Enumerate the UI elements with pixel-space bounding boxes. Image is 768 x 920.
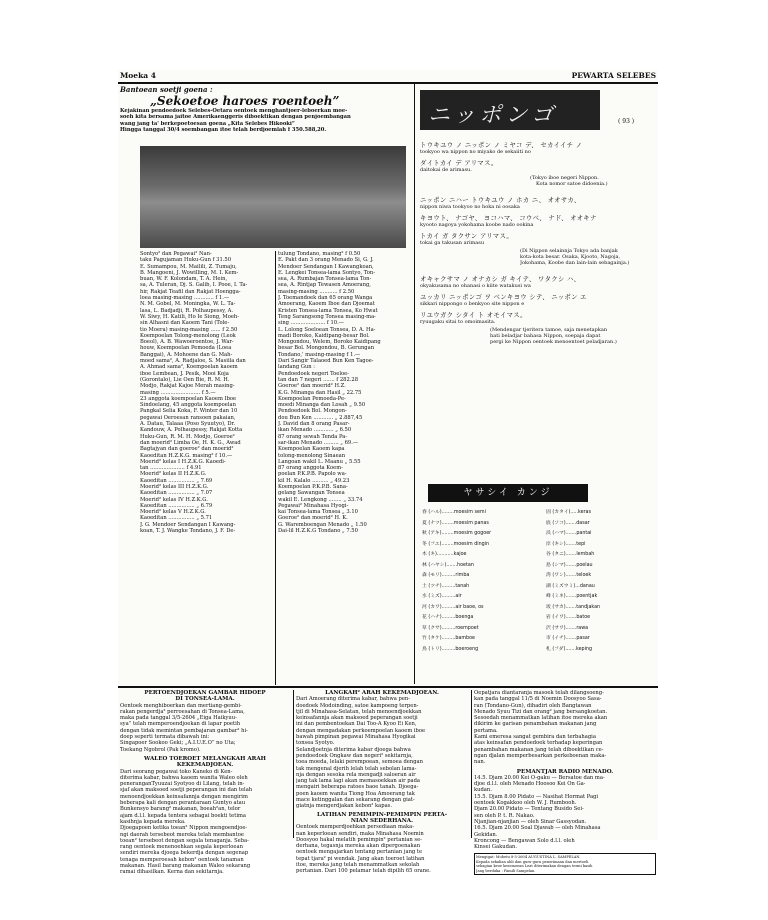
article-line: dengan mengadakan perkoempoelan kaoem iboe xyxy=(296,727,426,734)
donation-line: Kaoeditan ................ „ 7.07 xyxy=(140,490,213,497)
donation-line: Pendoedoek negeri Toeloe- xyxy=(278,370,349,377)
donation-line: Goeroe² dan moerid² H.Z. xyxy=(278,383,346,390)
donation-line: A. Ahmad sama², Koempoelan kaoem xyxy=(140,364,238,371)
donation-line: moedi Minanga dan Losah „ 9.50 xyxy=(278,402,366,409)
donation-line: A. Datau, Talaaa (Poso Syuutyo), Dr. xyxy=(140,421,236,428)
donation-line: Moerid² kelas I H.Z.K.G. Kaoedi- xyxy=(140,458,226,465)
p1-translation-2: Kota nomor satoe didoenia.) xyxy=(536,181,608,187)
kanji-entry: 冬 (フユ)........moesim dingin xyxy=(422,541,490,547)
donation-line: sea, A. Rumbajan Tonsea-lama Ton- xyxy=(278,276,372,283)
donation-line: landang Gun : xyxy=(278,364,316,371)
donation-line: 23 anggota koempoelan Kaoem Iboe xyxy=(140,395,237,402)
article-line: itoe, mereka jang telah menammatkan sekolah xyxy=(296,862,420,869)
article-line: bawah pimpinan pegawai Minahasa Hyogikai xyxy=(296,734,416,741)
p2-japanese-3: トカイ ガ タクサン アリマス。 xyxy=(420,232,514,240)
kanji-entry: 札 (フダ).......keping xyxy=(546,646,593,652)
article-line: pertama. xyxy=(474,727,498,734)
donation-line: moed sama², A. Radjaloe, S. Masiila dan xyxy=(140,358,246,365)
donation-line: sea, A. Rintjap Tewasen Amoerang, xyxy=(278,282,371,289)
kanji-entry: 島 (シマ).......poelau xyxy=(546,562,593,568)
article-line: giatnja mengerdjakan kebon² kapas. xyxy=(296,803,392,810)
donation-line: masing-masing ........... f 2.50 xyxy=(278,288,355,295)
radio-line: 14.5. Djam 20.00 Kei O-gaku — Bersatoe dan ma- xyxy=(474,774,605,781)
waleo-subtitle: KEKEMADJOEAN. xyxy=(176,762,234,769)
article-line: tak mengenal djerih lelah telah sebolan lama- xyxy=(296,765,417,772)
article-line: ran (Tondano-Gun), dihadiri oleh Bangtawan xyxy=(474,702,592,709)
article-line: Singapoer Sookoo Geki; „A.I.U.E.O” no Uta; xyxy=(120,740,236,747)
article-line: atas keinsafan pendoedoek terhadap keperingan xyxy=(474,740,603,747)
notice-line: Jang berduka : Famili Sampelan. xyxy=(476,868,536,873)
kanji-entry: 林 (ハヤシ).......hoetan xyxy=(422,562,474,568)
article-line: Oepatjara diantaranja masoek telah dilangsoeng- xyxy=(474,690,604,696)
kanji-entry: 森 (モリ).........rimba xyxy=(422,573,470,578)
article-line: Dari seorang pegawai toko Kaneko di Ken- xyxy=(120,768,233,775)
donation-line: J. G. Mendoer Sendangan I Kawang- xyxy=(140,521,236,528)
kanji-entry: 鳥 (トリ).........boeroeng xyxy=(422,646,479,652)
radio-title: PEMANTJAR RADIO MENADO. xyxy=(516,768,614,775)
article-line: ramai dihasilkan. Kerna dan sekitarnja. xyxy=(120,869,224,876)
article-line: dengan tidak memintan pembajaran gambar² hi- xyxy=(120,727,248,734)
latihan-subtitle: NIAN SEDERHANA. xyxy=(350,817,414,824)
article-line: Toekang Ngobrol (Pak kromo). xyxy=(120,746,201,753)
donation-line: Tondano,' masing-masing f 1.— xyxy=(278,351,361,358)
notice-box xyxy=(474,853,656,875)
kanji-entry: 固 (カタイ).....keras xyxy=(546,510,591,515)
kanji-entry: 河 (カワ).........air baoe, os xyxy=(422,604,484,610)
donation-line: B. Mangoeni, J. Wowilling, M. I. Kem- xyxy=(140,269,239,276)
kanji-entry: 秋 (アキ)........moesim gogoer xyxy=(422,531,492,536)
donation-line: tolong-menolong Sinaean xyxy=(278,452,346,459)
article-line: poen kaoem wanita Tiong Hoa Amoerang tak xyxy=(296,790,415,797)
article-line: Bunkensyo barang² makanan, boeah²an, telor xyxy=(120,806,241,813)
article-line: doedoek Modoinding, satoe kampoeng terpen- xyxy=(296,702,419,709)
kanji-entry: 水 (ミズ).........air xyxy=(422,594,462,599)
article-line: sya” telah memperoendjoekan di lapar poetih xyxy=(120,721,241,728)
article-line: Oentoek menghiboerkan dan mertiang-gembi- xyxy=(120,702,242,709)
donation-line: kai Tonsea-lama Tonsea „ 3.10 xyxy=(278,509,358,516)
donation-line: N. M. Gobel, M. Moningka, W. L. Ta- xyxy=(140,301,236,308)
bantoean-header xyxy=(120,85,412,145)
radio-line: Njanjian-njanjian — oleh Sinar Gassyodan. xyxy=(474,818,587,825)
article-line: Oentoek memperdjoehkan persediaan maka- xyxy=(296,824,414,831)
latihan-title: LATIHAN PEMIMPIN-PEMIMPIN PERTA- xyxy=(316,811,448,818)
donation-line: Kandouw, A. Polhaupessy, Rakjat Kotta xyxy=(140,427,243,434)
radio-line: djoe d.l.l. oleh Menado Hoosoo Kei On Ga- xyxy=(474,781,586,788)
donation-line: Boeol), A. B. Wawoeroentoe, J. War- xyxy=(140,339,234,346)
intro-line: wang jang ta' berkepoetoesan goena „Kita Selebes Hikooki” xyxy=(120,120,295,127)
article-line: nan. xyxy=(474,759,486,766)
p2-romaji-1: nippon niwa tookyoo no hoka ni oosaka xyxy=(420,204,520,210)
radio-line: 15.5. Djam 8.00 Pidato — Nasihat Hormat Pagi xyxy=(474,793,599,800)
donation-line: Goeroe² dan moerid² H. K. xyxy=(278,515,348,522)
nippongo-banner xyxy=(420,90,600,130)
radio-line: Kroncong — Bengawan Solo d.l.l. oleh xyxy=(474,837,575,844)
donation-line: sa, A. Tuleran, Dj. S. Galib, I. Pooe, I. Ta- xyxy=(140,282,248,289)
bantoean-kicker: Bantoean soetji goena : xyxy=(120,85,213,94)
donation-line: Kristen Tonsea-lama Tonsea, Ko Hwat xyxy=(278,307,378,314)
p3-translation-1: (Mendengar tjeritera tamoe, saja menetapkan xyxy=(490,327,608,333)
donation-line: Modjo, Rakjat Kajoe Merah masing- xyxy=(140,383,235,390)
kanji-entry: 草 (クサ).........roempoet xyxy=(422,625,479,631)
donation-line: L. Lolong Soeloean Tonsea, D. A. Ha- xyxy=(278,326,376,333)
kanji-entry: 谷 (タニ).......lembah xyxy=(546,552,595,557)
kanji-entry: 花 (ハナ).........boenga xyxy=(422,615,474,620)
donation-line: Mendoer Sendangan I Kawangkoan, xyxy=(278,263,374,270)
latihan-body xyxy=(296,824,468,874)
donation-line: poelan P.K.P.B. Papolo wa- xyxy=(278,471,347,478)
nippongo-lesson xyxy=(420,140,656,345)
news-photo xyxy=(140,146,406,248)
p3-translation-2: hati beladjar bahasa Nippon, soepaja dapat xyxy=(490,333,601,339)
donation-line: Moerid² kelas III H.Z.K.G. xyxy=(140,483,209,490)
kanji-entry: 底 (ソコ).......dasar xyxy=(546,520,590,526)
donation-line: E. Sumampou, M. Mailili, Z. Tumaju, xyxy=(140,263,237,270)
kanji-entry: 木 (キ)...........kajoe xyxy=(422,552,467,557)
p3-romaji-3: ryuugaku sitai to omoimasita. xyxy=(420,319,496,325)
donation-line: lasa, L. Badjadji, R. Polhaupessy, A. xyxy=(140,307,234,314)
donation-line: J. David dan 8 orang Pasar- xyxy=(278,421,350,428)
donation-line: Koempoelan Kaoem kapa xyxy=(278,446,345,453)
donation-line: Mongondou, Welem, Boroko Kaidipang xyxy=(278,339,381,346)
kanji-entry: 坂 (サカ).......tandjakan xyxy=(546,604,601,610)
p3-romaji-2: sikkari nippongo o benkyoo site nippon e xyxy=(420,301,525,307)
donation-line: sing ..................... f 10.— xyxy=(278,320,344,327)
kanji-entry: 市 (イチ).......pasar xyxy=(546,636,590,641)
article-line: tonsea Syotyo. xyxy=(296,740,335,747)
article-line: mengairi beberapa ratoes baoe tanah. Djoega- xyxy=(296,784,419,791)
kanji-entry: 湾 (ワン).......teloek xyxy=(546,573,592,578)
donation-line: madi Boroko, Kaidipang-besar Bol. xyxy=(278,332,370,339)
article-line: jang tak lama lagi akan memasoekkan air pada xyxy=(296,778,421,785)
radio-line: kudan. xyxy=(474,787,492,794)
radio-line: 16.5. Djam 20.00 Soal Djawab — oleh Minahasa xyxy=(474,825,601,832)
donation-line: 87 orang anggota Koem- xyxy=(278,465,343,472)
langkah-title: LANGKAH² ARAH KEKEMADJOEAN. xyxy=(325,690,439,696)
article-line: diterima kabar, bahwa kaoem wanita Waleo oleh xyxy=(120,774,248,781)
radio-line: Gekidan. xyxy=(474,831,498,838)
waleo-title: WALEO TOEROET MELANGKAH ARAH xyxy=(144,755,266,762)
p3-japanese-2: ユッカリ ニッポンゴ ヲ ベンキヨウ シテ、 ニッポン エ xyxy=(420,293,587,301)
bottom-column-2 xyxy=(296,690,468,875)
p3-romaji-1: okyakusama no ohanasi o kiite watakusi wa xyxy=(420,283,531,289)
donation-line: tan dan 7 negeri ....... f 282.28 xyxy=(278,376,359,383)
donation-line: W. Siwy, H. Katili, Ho Ie Siong, Moeh- xyxy=(140,313,240,320)
article-line: makanan. Hasil barang makanan Waleo sekarang xyxy=(120,863,251,870)
kanji-list-left xyxy=(422,508,542,655)
donation-line: kil H. Kalalo .......... „ 49.23 xyxy=(278,477,350,484)
article-line: dikirim ke garisan penambahan makanan jang xyxy=(474,721,597,728)
p2-romaji-3: tokai ga takusan arimasu xyxy=(420,240,485,246)
notice-line: sebagian keoe kesemoean Leat diterimakan dengan termi kasih xyxy=(476,864,593,869)
article-line: Doosyoo hakal melatih pemimpin² pertanian se- xyxy=(296,836,422,843)
intro-line: Kejakinan pendoedoek Selebes-Oetara oentoek menghantjoer-leboerkan moe- xyxy=(120,108,348,114)
kanji-entry: 竹 (タケ).........bamboe xyxy=(422,636,475,641)
kanji-entry: 沢 (サワ).......rawa xyxy=(546,625,589,631)
donation-line: sin Alhasni dan Kaoem Tani (Tole- xyxy=(140,320,230,327)
bantoean-title: „Sekoetoe haroes roentoeh” xyxy=(150,94,340,108)
article-line: oentoek mengajarkan tentang pertanian jang te xyxy=(296,849,423,856)
bottom-column-1 xyxy=(120,690,290,876)
article-line: maka pada tanggal 3/5-2604 „Eiga Haikyuu- xyxy=(120,715,237,722)
page-header xyxy=(118,70,658,84)
donation-line: K.G. Minanga dan Hasil „ 22.75 xyxy=(278,389,362,396)
donation-line: pegawai Oeroesan ransoen pakaian, xyxy=(140,414,236,421)
article-line: ini dan pembentoekan Dai Too-A Kyoo Ei Ken, xyxy=(296,721,417,728)
article-line: toean² tersebeot dengan segala tenaganja. Seba- xyxy=(120,837,249,844)
donation-line: Moerid² kelas V H.Z.K.G. xyxy=(140,509,206,516)
donation-line: Banggai), A. Mohoene dan G. Mah- xyxy=(140,351,233,358)
article-line: tjil di Minahasa-Selatan, telah menoendjoekkan xyxy=(296,708,422,715)
nippongo-banner-text: ニッポンゴ xyxy=(428,103,558,128)
kanji-entry: 土 (ツチ).........tanah xyxy=(422,583,470,589)
article-line: Kami emeresa sangat gembira dan terbahagia xyxy=(474,734,596,741)
donation-line: (Gorontalo), Lie Oen Bie, R. M. H. xyxy=(140,376,230,383)
pertoendjoekan-title: PERTOENDJOEKAN GAMBAR HIDOEP xyxy=(144,690,266,696)
donation-line: Kaoeditan ................ „ 7.69 xyxy=(140,477,213,484)
p3-japanese-1: オキャクサマ ノ オナカシ ガ キイテ、 ワタクシ ハ、 xyxy=(420,275,581,283)
article-line: Menado Syuu Tizi dan orang² jang bersangkoetan. xyxy=(474,708,608,715)
donation-line: E. Lengkei Tonsea-lama Sontyo, Ton- xyxy=(278,269,376,276)
donation-line: sar-ikan Menado ......... „ 69.— xyxy=(278,439,359,446)
article-line: Selandjoetnja diterima kabar djoega bahwa xyxy=(296,746,411,753)
donation-line: Dari Sangir Talaoed Bun Ken Tagoe- xyxy=(278,358,374,365)
article-line: pendoedoek Ongkaw dan negeri² sekitarnja, xyxy=(296,752,413,759)
article-line: Dari Amoerang diterima kabar, bahwa pen- xyxy=(296,696,410,703)
donation-line: Teng Sarangsong Tonsea masing-ma- xyxy=(278,313,376,320)
lesson-number: ( 93 ) xyxy=(618,118,635,125)
donation-line: Pegawai² Minahasa Hyogi- xyxy=(278,502,349,509)
donation-line: iboe Lembean, J. Pesik, Mooi Koja xyxy=(140,370,229,377)
p2-translation-2: kota-kota besar. Osaka, Kjooto, Nagoja, xyxy=(520,254,621,260)
radio-schedule xyxy=(474,775,656,851)
pertoendjoekan-subtitle: DI TONSEA-LAMA. xyxy=(175,696,235,703)
donation-line: dou Bun Ken ............ „ 2.887,45 xyxy=(278,414,363,421)
p1-translation-1: (Tokyo iboe negeri Nippon. xyxy=(530,175,599,181)
kanji-entry: 浜 (ハマ).......pantai xyxy=(546,531,592,536)
article-line: tepat tjara² pi wendak. Jang akan toeroet latihan xyxy=(296,855,425,862)
donation-line: Kaoeditan ................ „ 6.79 xyxy=(140,502,213,509)
donation-line: Kaoeditan ................ „ 5.71 xyxy=(140,515,213,522)
article-line: keinsafannja akan maksoed peperangan soetji xyxy=(296,715,418,722)
p1-japanese-2: ダイトカイ デ アリマス。 xyxy=(420,159,498,167)
notice-line: Kepada sekalian ahli dan guru-guru penerimaan dan mertoeli xyxy=(476,859,589,864)
bantoean-column-1 xyxy=(140,251,272,534)
article-line: sendiri mereka djoega bekerdja dengan segenap xyxy=(120,850,249,857)
article-line: nan keperloean sendiri, maka Minahasa Noemin xyxy=(296,830,424,837)
intro-line: Hingga tanggal 30/4 soembangan itoe telah berdjoemlah f 350.588,20. xyxy=(120,126,327,133)
donation-line: E. Pakt dan 3 orang Menado Si, G. J. xyxy=(278,257,374,264)
notice-line: Mengigat: Mobetu 8-5-2604 AUGUSTINA L. SAMPELAN. xyxy=(476,855,581,860)
donation-line: taku Pagujaman Huku-Gun f 31.50 xyxy=(140,257,232,264)
article-line: beberapa kali dengan perantaraan Guntyo atau xyxy=(120,800,246,807)
p2-translation-3: Jokohama, Koobe dan lain-lain sebagainja.) xyxy=(520,260,630,266)
donation-line: ikan Menado ............ „ 6.50 xyxy=(278,427,352,434)
donation-line: gelang Sawangan Tonsea xyxy=(278,490,345,497)
article-line: ngan djalan memperbesarkan perkeboenan maka- xyxy=(474,752,607,759)
donation-line: G. Waremboengan Menado „ 1.50 xyxy=(278,521,367,528)
kanji-title: ヤサシイ カンジ xyxy=(428,484,588,502)
article-line: derhana, tegasnja mereka akan dipergoenakan xyxy=(296,843,421,850)
donation-line: buan, W. F. Kolondam, T. A. Hein, xyxy=(140,276,228,283)
donation-line: houw, Koempoelan Pemoeda (Loea xyxy=(140,345,232,352)
bantoean-column-2 xyxy=(278,251,410,534)
p1-japanese-1: トウキユウ ノ ニッポン ノ ミヤコ デ、 セカイイチ ノ xyxy=(420,141,583,149)
p1-romaji-2: daitokai de arimasu. xyxy=(420,167,472,173)
p2-translation-1: (Di Nippon selainnja Tokyo ada banjak xyxy=(520,248,618,254)
donation-line: besar Bol. Mongondou, B. Gerungan xyxy=(278,345,375,352)
donation-line: Sontyo² dan Pegawai² Nan- xyxy=(140,251,212,257)
radio-line: sen oleh P. t. R. Nakao. xyxy=(474,812,535,819)
donation-line: Sindoelang, 45 anggota koempoelan xyxy=(140,402,236,409)
p2-japanese-1: ニッポン ニハー トウキユウ ノ ホカ ニ、 オオサカ、 xyxy=(420,196,581,204)
donation-line: Amoerang, Kaoem Iboe dan Djoemat xyxy=(278,301,375,308)
radio-line: oentoek Kogakkoo oleh W. J. Rumbooh. xyxy=(474,800,577,807)
article-line: nja dengan sesoka rela mengadji saloeran air xyxy=(296,771,416,778)
p2-romaji-2: kyooto nagoya yokohama koobe nado ookina xyxy=(420,222,534,228)
donation-line: tan ..................... f 4.91 xyxy=(140,465,202,472)
donation-line: tio Moera) masing-masing ...... f 2.50 xyxy=(140,326,238,333)
kanji-list-right xyxy=(546,508,656,655)
donation-line: Pendoedoek Bol. Mongon- xyxy=(278,408,347,415)
donation-line: J. Toemandoek dan 65 orang Wanga xyxy=(278,295,373,302)
donation-line: hir, Rakjat Teafil dan Rakjat Hoengga- xyxy=(140,288,241,295)
kanji-entry: 岸 (キシ).......tepi xyxy=(546,541,586,547)
donation-line: Koempoelan Pemoeda-Pe- xyxy=(278,395,346,402)
article-line: kasihnja kepada mereka. xyxy=(120,818,186,825)
donation-line: dan moerid² Limba Oe, H. K. G., Awad xyxy=(140,439,241,446)
col3-body xyxy=(474,690,656,766)
article-line: ngi daerah tersebeot mereka telah membantoe xyxy=(120,831,244,838)
article-line: ajam d.l.l. kepada tentera sebagai boekti tetima xyxy=(120,812,246,819)
donation-line: Pangkal Selia Koka, F. Winter dan 10 xyxy=(140,408,238,415)
donation-line: masing ........................ f 5.— xyxy=(140,389,216,396)
kanji-entry: 夏 (ナツ)........moesim panas xyxy=(422,520,489,526)
article-line: kan pada tanggal 11/5 di Noemin Doosyoo Sasa- xyxy=(474,696,602,703)
article-line: sjaf akan maksoed soetji peperangan ini dan telah xyxy=(120,787,253,794)
bottom-column-3 xyxy=(474,690,656,875)
intro-line: soeh kita bersama jaitoe Amerikaenggeris diboektikan dengan penjoembangan xyxy=(120,114,351,121)
donation-line: Koempoelan Tolong-menolong (Leok xyxy=(140,332,236,339)
kanji-entry: 春 (ハル)........moesim semi xyxy=(422,510,486,515)
donation-line: Moerid² kelas IV H.Z.K.G. xyxy=(140,496,208,503)
donation-line: Bagtajyan dan goeroe² dan moerid² xyxy=(140,446,234,453)
p3-japanese-3: リユウガク シタイ ト オモイマス。 xyxy=(420,311,527,319)
article-line: rang oentoek menenoehkan segala keperloean xyxy=(120,844,243,851)
p3-translation-3: pergi ke Nippon oentoek menoentoet peladjaran.) xyxy=(490,339,617,345)
page-number: Moeka 4 xyxy=(120,71,156,80)
waleo-body xyxy=(120,769,290,876)
donation-line: 87 orang sewah Tenda Pa- xyxy=(278,433,348,440)
donation-line: tulung Tondano, masing² f 0.50 xyxy=(278,251,361,257)
article-line: pertanian. Dari 100 pelamar telah dipilih 65 orane. xyxy=(296,868,431,875)
article-line: toea moeda, lelaki perempoean, semoea dengan xyxy=(296,759,423,766)
article-line: mace ketinggalan dan sekarang dengan giat- xyxy=(296,797,415,804)
donation-line: Langoan wakil L. Maanu „ 5.55 xyxy=(278,458,361,465)
article-line: doep seperti termata dibawah ini: xyxy=(120,734,210,741)
donation-line: Huku-Gun, R. M. H. Modjo, Goeroe² xyxy=(140,433,235,440)
article-line: peneranganTyuuzai Syotyoo di Lilang, telah in- xyxy=(120,781,245,788)
article-line: tenaga memperoesah kebon² oentoek tanaman xyxy=(120,856,244,863)
p1-romaji-1: tookyoo wa nippon no miyako de sekaiiti no xyxy=(420,149,531,155)
masthead: PEWARTA SELEBES xyxy=(571,71,656,80)
langkah-body xyxy=(296,696,468,809)
article-line: penambahan makanan jang telah diboektikan ce- xyxy=(474,746,604,753)
kanji-entry: 岩 (イワ).......batoe xyxy=(546,615,591,620)
p2-japanese-2: キヨウト、 ナゴヤ、 ヨコハマ、 コウベ、 ナド、 オオキナ xyxy=(420,214,597,222)
donation-line: koan, T. J. Wangke Tondano, J. F. De- xyxy=(140,528,236,535)
radio-line: Kinsei Gakudan. xyxy=(474,844,518,851)
article-line: rakan pengerdja² perroesahan di Tonsea-Lama, xyxy=(120,708,245,715)
donation-line: Koempoelan P.K.P.B. Sana- xyxy=(278,483,348,490)
donation-line: Moerid² kelas II H.Z.K.G. xyxy=(140,471,207,478)
donation-line: Kaoeditan H.Z.K.G. masing² f 10.— xyxy=(140,452,233,459)
donation-line: loea masing-masing ............ f 1.— xyxy=(140,295,230,302)
kanji-entry: 峰 (ミネ).......poentjak xyxy=(546,594,598,599)
article-line: Sesoedah menammatkan latihan itoe mereka akan xyxy=(474,715,608,722)
article-line: Djoegapoen ketika toean² Nippon mengoendjoe- xyxy=(120,825,248,832)
bantoean-intro xyxy=(120,108,412,133)
kanji-entry: 湖 (ミズウミ)...danau xyxy=(546,583,595,589)
donation-line: Dai-lil H.Z.K.G Tondano „ 7.50 xyxy=(278,528,358,535)
donation-line: wakil E. Lengkong ........ „ 33.74 xyxy=(278,496,363,503)
newspaper-page xyxy=(118,70,658,876)
radio-line: Djam 20.00 Pidato — Tentang Busido Sei- xyxy=(474,806,584,813)
pertoendjoekan-body xyxy=(120,703,290,753)
article-line: menoendjoekkan keinsafannja dengan mengirim xyxy=(120,793,248,800)
